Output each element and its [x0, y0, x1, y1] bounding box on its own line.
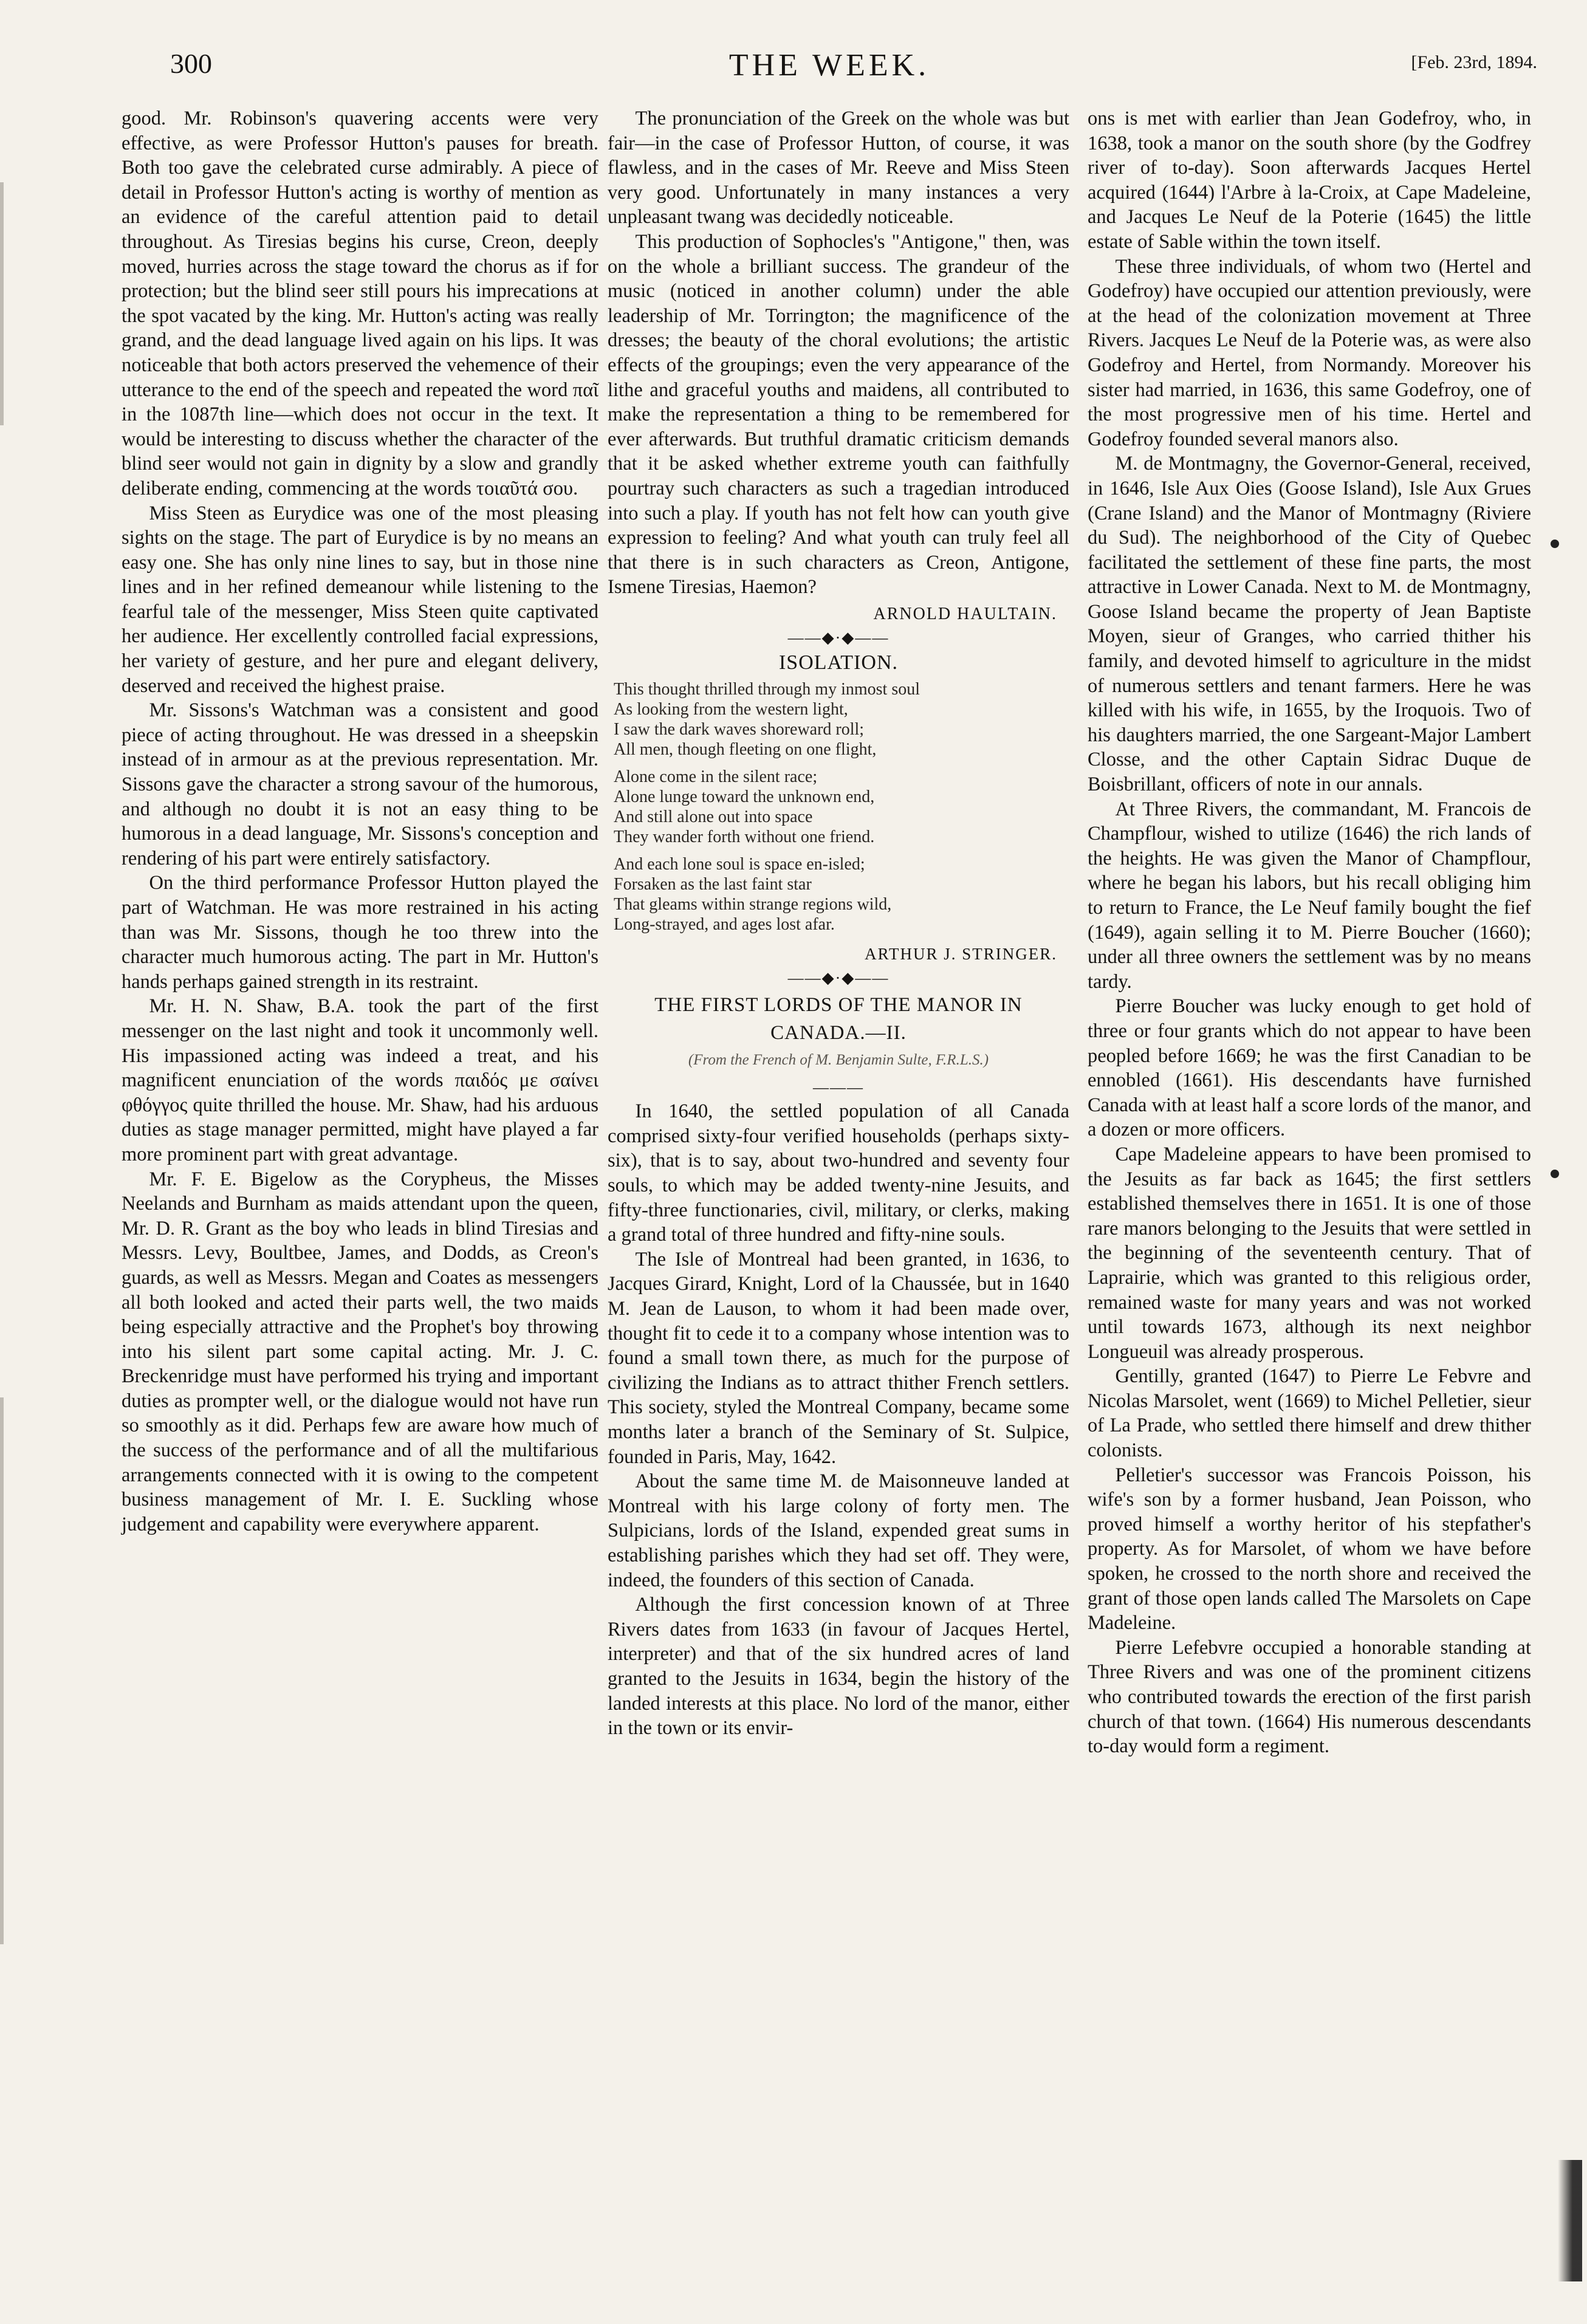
poem-line: This thought thrilled through my inmost soul: [614, 680, 920, 699]
paragraph: Pierre Boucher was lucky enough to get hold of three or four grants which do not appear to have been peopled before 1669; he was the first Canadian to be ennobled (1661). His descendants have furnished Canada with at least half a score lords of the manor, and a dozen or more officers.: [1088, 995, 1531, 1141]
paragraph: Gentilly, granted (1647) to Pierre Le Febvre and Nicolas Marsolet, went (1669) to Michel Pelletier, sieur of La Prade, who settled there himself and drew thither colonists.: [1088, 1365, 1531, 1462]
article-title: [608, 991, 1069, 1047]
paragraph: This production of Sophocles's "Antigone," then, was on the whole a brilliant success. The grandeur of the music (noticed in another column) under the able leadership of Mr. Torrington; the magnificence of the dresses; the beauty of the choral evolutions; the artistic effects of the groupings; even the very appearance of the lithe and graceful youths and maidens, all contributed to make the representation a thing to be remembered for ever afterwards. But truthful dramatic criticism demands that it be asked whether extreme youth can faithfully pourtray such characters as such a tragedian introduced into such a play. If youth has not felt how can youth give expression to feeling? And what youth can truly feel all that there is in such characters as Creon, Antigone, Ismene Tiresias, Haemon?: [608, 230, 1069, 598]
poem-stanza: [614, 854, 1069, 934]
paragraph: Miss Steen as Eurydice was one of the most pleasing sights on the stage. The part of Eurydice is by no means an easy one. She has only nine lines to say, but in those nine lines and in her refined demeanour while listening to the fearful tale of the messenger, Miss Steen quite captivated her audience. Her excellently controlled facial expressions, her variety of gesture, and her pure and elegant delivery, deserved and received the highest praise.: [122, 502, 598, 697]
page-edge-shadow: [1558, 2160, 1582, 2281]
paragraph: At Three Rivers, the commandant, M. Francois de Champflour, wished to utilize (1646) the rich lands of the heights. He was given the Manor of Champflour, where he began his labors, but his recall obliging him to return to France, the Le Neuf family bought the fief (1649), again selling it to M. Pierre Boucher (1660); under all three owners the settlement was by no means tardy.: [1088, 798, 1531, 993]
poem-title: ISOLATION.: [778, 651, 899, 674]
paragraph: In 1640, the settled population of all Canada comprised sixty-four verified households (perhaps sixty-six), that is to say, about two-hundred and seventy four souls, to which may be added twenty-nine Jesuits, and fifty-three functionaries, civil, military, or clerks, making a grand total of three hundred and fifty-nine souls.: [608, 1100, 1069, 1246]
paragraph: Pelletier's successor was Francois Poisson, his wife's son by a former husband, Jean Poisson, who proved himself a worthy heritor of his stepfather's property. As for Marsolet, of whom we have before spoken, he crossed to the north shore and received the grant of those open lands called The Marsolets on Cape Madeleine.: [1088, 1464, 1531, 1634]
section-divider: ——◆·◆——: [787, 968, 889, 987]
paragraph: These three individuals, of whom two (Hertel and Godefroy) have occupied our attention previously, were at the head of the colonization movement at Three Rivers. Jacques Le Neuf de la Poterie was, as were also Godefroy and Hertel, from Normandy. Moreover his sister had married, in 1636, this same Godefroy, one of the most progressive men of his time. Hertel and Godefroy founded several manors also.: [1088, 255, 1531, 450]
paragraph: Although the first concession known of at Three Rivers dates from 1633 (in favour of Jacques Hertel, interpreter) and that of the six hundred acres of land granted to the Jesuits in 1634, begin the history of the landed interests at this place. No lord of the manor, either in the town or its envir-: [608, 1594, 1069, 1740]
left-column: [122, 106, 598, 1537]
middle-column: [608, 106, 1069, 1741]
poem-line: All men, though fleeting on one flight,: [614, 740, 877, 759]
scan-edge: [0, 1397, 4, 1944]
margin-dot: [1551, 1170, 1559, 1178]
poem-line: Alone lunge toward the unknown end,: [614, 787, 875, 807]
short-rule: ———: [813, 1078, 864, 1097]
paragraph: Mr. Sissons's Watchman was a consistent and good piece of acting throughout. He was dressed in a sheepskin instead of in armour as at the previous representation. Mr. Sissons gave the character a strong savour of the humorous, and although no doubt it is not an easy thing to be humorous in a dead language, Mr. Sissons's conception and rendering of his part were entirely satisfactory.: [122, 699, 598, 869]
right-column: [1088, 106, 1531, 1759]
section-divider: ——◆·◆——: [787, 629, 889, 647]
running-title: THE WEEK.: [728, 48, 930, 83]
poem-line: And still alone out into space: [614, 807, 813, 827]
paragraph: On the third performance Professor Hutton played the part of Watchman. He was more restrained in his acting than was Mr. Sissons, though he too threw into the character much humorous acting. The part in Mr. Hutton's hands perhaps gained strength in its restraint.: [122, 872, 598, 993]
article-title-line: CANADA.—II.: [770, 1021, 907, 1044]
paragraph: About the same time M. de Maisonneuve landed at Montreal with his large colony of forty men. The Sulpicians, lords of the Island, expended great sums in establishing parishes which they had set off. They were, indeed, the founders of this section of Canada.: [608, 1470, 1069, 1591]
paragraph: Mr. F. E. Bigelow as the Corypheus, the Misses Neelands and Burnham as maids attendant upon the queen, Mr. D. R. Grant as the boy who leads in blind Tiresias and Messrs. Levy, Boultbee, James, and Dodds, as Creon's guards, as well as Messrs. Megan and Coates as messengers all both looked and acted their parts well, the two maids being especially attractive and the Prophet's boy throwing into his silent part some capital acting. Mr. J. C. Breckenridge must have performed his trying and important duties as prompter well, or the dialogue would not have run so smoothly as it did. Perhaps few are aware how much of the success of the performance and of all the multifarious arrangements connected with it is owing to the competent business management of Mr. I. E. Suckling whose judgement and capability were everywhere apparent.: [122, 1168, 598, 1535]
paragraph: good. Mr. Robinson's quavering accents were very effective, as were Professor Hutton's pauses for breath. Both too gave the celebrated curse admirably. A piece of detail in Professor Hutton's acting is worthy of mention as an evidence of the careful attention paid to detail throughout. As Tiresias begins his curse, Creon, deeply moved, hurries across the stage toward the chorus as if for protection; but the blind seer still pours his imprecations at the spot vacated by the king. Mr. Hutton's acting was really grand, and the dead language lived again on his lips. It was noticeable that both actors preserved the vehemence of their utterance to the end of the speech and repeated the word παῖ in the 1087th line—which does not occur in the text. It would be interesting to discuss whether the character of the blind seer would not gain in dignity by a slow and grandly deliberate ending, commencing at the words τοιαῦτά σου.: [122, 108, 598, 499]
poem-line: Long-strayed, and ages lost afar.: [614, 915, 835, 934]
poem-line: Forsaken as the last faint star: [614, 875, 812, 894]
poem-stanza: [614, 767, 1069, 847]
page-header: [122, 47, 1537, 90]
poem-line: And each lone soul is space en-isled;: [614, 855, 865, 874]
paragraph: The pronunciation of the Greek on the whole was but fair—in the case of Professor Hutton, of course, it was flawless, and in the cases of Mr. Reeve and Miss Steen very good. Unfortunately in many instances a very unpleasant twang was decidedly noticeable.: [608, 108, 1069, 228]
paragraph: Cape Madeleine appears to have been promised to the Jesuits as far back as 1645; the first settlers established themselves there in 1651. It is one of those rare manors belonging to the Jesuits that were settled in the beginning of the seventeenth century. That of Laprairie, which was granted to this religious order, remained waste for many years and was not worked until towards 1673, although its next neighbor Longueuil was already prosperous.: [1088, 1143, 1531, 1363]
paragraph: Pierre Lefebvre occupied a honorable standing at Three Rivers and was one of the prominent citizens who contributed towards the erection of the first parish church of that town. (1664) His numerous descendants to-day would form a regiment.: [1088, 1636, 1531, 1758]
paragraph: ons is met with earlier than Jean Godefroy, who, in 1638, took a manor on the south shore (by the Godfrey river of to-day). Soon afterwards Jacques Hertel acquired (1644) l'Arbre à la-Croix, at Cape Madeleine, and Jacques Le Neuf de la Poterie (1645) the little estate of Sable within the town itself.: [1088, 108, 1531, 253]
poem-line: Alone come in the silent race;: [614, 767, 818, 787]
poem-signature: ARTHUR J. STRINGER.: [865, 945, 1057, 964]
poem-line: That gleams within strange regions wild,: [614, 895, 892, 914]
poem-line: I saw the dark waves shoreward roll;: [614, 720, 865, 739]
poem-line: They wander forth without one friend.: [614, 828, 875, 847]
poem: [614, 679, 1069, 934]
issue-date: [Feb. 23rd, 1894.: [1411, 52, 1537, 72]
article-source: (From the French of M. Benjamin Sulte, F.R.L.S.): [688, 1051, 989, 1068]
paragraph: M. de Montmagny, the Governor-General, received, in 1646, Isle Aux Oies (Goose Island), Isle Aux Grues (Crane Island) and the Manor of Montmagny (Riviere du Sud). The neighborhood of the City of Quebec facilitated the settlement of these fine parts, the most attractive in Lower Canada. Next to M. de Montmagny, Goose Island became the property of Jean Baptiste Moyen, sieur of Granges, who carried thither his family, and devoted himself to agriculture in the midst of numerous settlers and tenant farmers. Here he was killed with his wife, in 1655, by the Iroquois. Two of his daughters married, the one Sargeant-Major Lambert Closse, and the other Captain Sidrac Duque de Boisbrillant, officers of note in our annals.: [1088, 453, 1531, 796]
author-signature: ARNOLD HAULTAIN.: [873, 604, 1057, 623]
paragraph: The Isle of Montreal had been granted, in 1636, to Jacques Girard, Knight, Lord of la Chaussée, but in 1640 M. Jean de Lauson, to whom it had been made over, thought fit to cede it to a company whose intention was to found a small town there, as much for the purpose of civilizing the Indians as to attract thither French settlers. This society, styled the Montreal Company, became some months later a branch of the Seminary of St. Sulpice, founded in Paris, May, 1642.: [608, 1248, 1069, 1468]
scan-edge: [0, 182, 4, 425]
paragraph: Mr. H. N. Shaw, B.A. took the part of the first messenger on the last night and took it uncommonly well. His impassioned acting was indeed a treat, and his magnificent enunciation of the words παιδός με σαίνει φθόγγος quite thrilled the house. Mr. Shaw, had his arduous duties as stage manager permitted, might have played a far more prominent part with great advantage.: [122, 995, 598, 1165]
page-number: 300: [170, 48, 212, 79]
article-title-line: THE FIRST LORDS OF THE MANOR IN: [654, 993, 1023, 1016]
poem-stanza: [614, 679, 1069, 759]
poem-line: As looking from the western light,: [614, 700, 848, 719]
margin-dot: [1551, 540, 1559, 548]
